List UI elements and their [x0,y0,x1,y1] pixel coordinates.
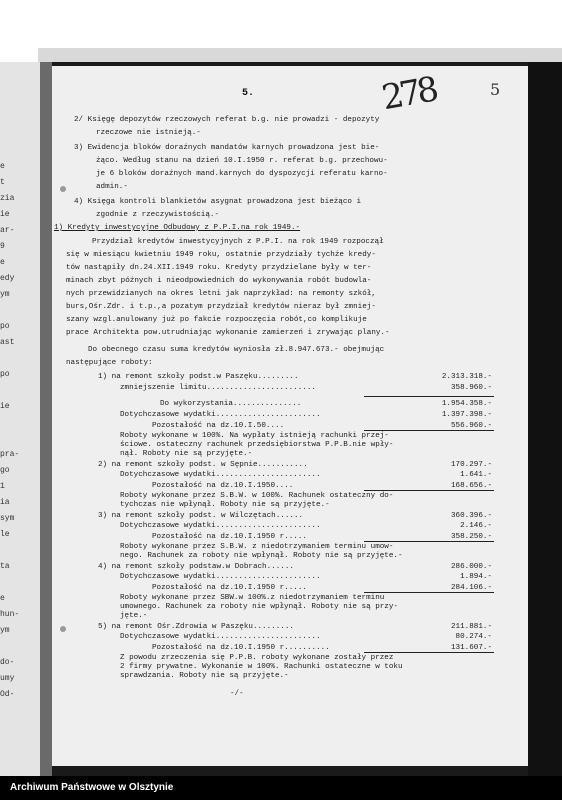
fragment-text: ym [0,290,10,299]
text-line: Dotychczasowe wydatki....................... [120,573,321,581]
page-edge [38,48,562,62]
sum-rule [364,430,494,431]
text-line: burs,Ośr.Zdr. i t.p.,a pozatym przydział kredytów nieraz był zmniej- [66,303,376,311]
fragment-text: e [0,594,5,603]
sum-rule [364,541,494,542]
text-line: ściowe. ostateczny rachunek przedsiębiorstwa P.P.B.nie wpły- [120,441,394,449]
amount-value: 284.106.- [450,584,492,592]
amount-value: 2.146.- [460,522,492,530]
sum-rule [364,592,494,593]
fragment-text: ia [0,498,10,507]
text-line: 2 firmy prywatne. Wykonanie w 100%. Rachunki ostateczne w toku [120,663,403,671]
amount-value: 80.274.- [455,633,492,641]
handwritten-mark: 5 [490,80,501,99]
fragment-text: 9 [0,242,5,251]
amount-value: 1.397.398.- [441,411,492,419]
fragment-text: ie [0,210,10,219]
text-line: Do wykorzystania............... [160,400,302,408]
text-line: tów nastąpiły dn.24.XII.1949 roku. Kredyty przydzielane były w ter- [66,264,372,272]
amount-value: 358.250.- [450,533,492,541]
text-line: 5) na remont Ośr.Zdrowia w Paszęku......... [98,623,294,631]
page-number: 5. [242,88,255,99]
fragment-text: ie [0,402,10,411]
sum-rule [364,490,494,491]
text-line: Przydział kredytów inwestycyjnych z P.P.I. na rok 1949 rozpoczął [92,238,384,246]
text-line: zgodnie z rzeczywistością.- [96,211,220,219]
sum-rule [364,396,494,397]
text-line: Pozostałość na dz.10.I.50.... [152,422,285,430]
text-line: 2/ Księgę depozytów rzeczowych referat b.g. nie prowadzi - depozyty [74,116,380,124]
text-line: żąco. Według stanu na dzień 10.I.1950 r. referat b.g. przechowu- [96,157,388,165]
binding-shadow [40,62,52,776]
text-line: prace Architekta pow.utrudniając wykonanie zamierzeń i zrywając plany.- [66,329,390,337]
fragment-text: e [0,258,5,267]
fragment-text: go [0,466,10,475]
archive-name: Archiwum Państwowe w Olsztynie [10,782,174,793]
archive-footer [0,776,562,800]
fragment-text: ym [0,626,10,635]
text-line: Do obecnego czasu suma kredytów wyniosła zł.8.947.673.- obejmując [88,346,385,354]
amount-value: 168.656.- [450,482,492,490]
text-line: następujące roboty: [66,359,153,367]
text-line: Dotychczasowe wydatki....................... [120,471,321,479]
amount-value: 358.960.- [450,384,492,392]
sum-rule [364,652,494,653]
text-line: Roboty wykonane w 100%. Na wypłaty istnieją rachunki przej- [120,432,389,440]
text-line: Z powodu zrzeczenia się P.P.B. roboty wykonane zostały przez [120,654,394,662]
text-line: Roboty wykonane przez S.B.W. w 100%. Rachunek ostateczny do- [120,492,394,500]
text-line: Dotychczasowe wydatki....................... [120,522,321,530]
fragment-text: le [0,530,10,539]
document-page [52,66,528,766]
amount-value: 1.894.- [460,573,492,581]
adjacent-page-fragment [0,62,40,776]
fragment-text: po [0,322,10,331]
amount-value: 131.607.- [450,644,492,652]
fragment-text: sym [0,514,15,523]
text-line: Roboty wykonane przez S.B.W. z niedotrzymaniem terminu umow- [120,543,394,551]
fragment-text: 1 [0,482,5,491]
fragment-text: po [0,370,10,379]
text-line: 3) Ewidencja bloków doraźnych mandatów karnych prowadzona jest bie- [74,144,380,152]
text-line: Pozostałość na dz.10.I.1950 r.......... [152,644,330,652]
text-line: jęte.- [120,612,148,620]
text-line: Pozostałość na dz.10.I.1950.... [152,482,294,490]
fragment-text: t [0,178,5,187]
text-line: nego. Rachunek za roboty nie wpłynął. Roboty nie są przyjęte.- [120,552,403,560]
amount-value: 556.960.- [450,422,492,430]
amount-value: 286.000.- [450,563,492,571]
text-line: szany wzgl.anulowany już po fakcie rozpoczęcia robót,co komplikuje [66,316,367,324]
fragment-text: umy [0,674,15,683]
fragment-text: ar- [0,226,15,235]
amount-value: 170.297.- [450,461,492,469]
fragment-text: pra- [0,450,20,459]
text-line: 4) Księga kontroli blankietów asygnat prowadzona jest bieżąco i [74,198,362,206]
text-line: 4) na remont szkoły podstaw.w Dobrach...... [98,563,294,571]
fragment-text: ast [0,338,15,347]
text-line: nych przewidzianych na okres letni jak naprzykład: na remonty szkół, [66,290,376,298]
text-line: Pozostałość na dz.10.I.1950 r..... [152,584,307,592]
text-line: Roboty wykonane przez SBW.w 100%.z niedotrzymaniem terminu [120,594,385,602]
text-line: 1) Kredyty inwestycyjne Odbudowy z P.P.I.na rok 1949.- [54,224,301,232]
punch-hole [60,186,66,192]
fragment-text: Od- [0,690,15,699]
fragment-text: e [0,162,5,171]
fragment-text: zia [0,194,15,203]
fragment-text: do- [0,658,15,667]
text-line: minach zbyt późnych i nieodpowiednich do wykonywania robót budowla- [66,277,372,285]
text-line: zmniejszenie limitu........................ [120,384,316,392]
text-line: umownego. Rachunek za roboty nie wpłynął. Roboty nie są przy- [120,603,398,611]
amount-value: 360.396.- [450,512,492,520]
text-line: sprawdzania. Roboty nie są przyjęte.- [120,672,289,680]
fragment-text: edy [0,274,15,283]
text-line: się w miesiącu kwietniu 1949 roku, ostatnie przydziały tychże kredy- [66,251,376,259]
text-line: admin.- [96,183,128,191]
fragment-text: hun- [0,610,20,619]
text-line: Dotychczasowe wydatki....................... [120,411,321,419]
top-margin [0,0,562,62]
text-line: 2) na remont szkoły podst. w Sępnie........... [98,461,308,469]
text-line: 3) na remont szkoły podst. w Wilczętach...... [98,512,304,520]
fragment-text: ta [0,562,10,571]
text-line: 1) na remont szkoły podst.w Paszęku......... [98,373,299,381]
text-line: Dotychczasowe wydatki....................... [120,633,321,641]
text-line: je 6 bloków doraźnych mand.karnych do dyspozycji referatu karno- [96,170,388,178]
text-line: nął. Roboty nie są przyjęte.- [120,450,253,458]
punch-hole [60,626,66,632]
handwritten-archive-number: 278 [378,69,438,119]
amount-value: 1.954.358.- [441,400,492,408]
text-line: Pozostałość na dz.10.I.1950 r..... [152,533,307,541]
amount-value: 1.641.- [460,471,492,479]
amount-value: 2.313.318.- [441,373,492,381]
text-line: rzeczowe nie istnieją.- [96,129,201,137]
text-line: tychczas nie wpłynął. Roboty nie są przyjęte.- [120,501,330,509]
text-line: -/- [230,690,244,698]
scan-background [528,62,562,776]
amount-value: 211.881.- [450,623,492,631]
